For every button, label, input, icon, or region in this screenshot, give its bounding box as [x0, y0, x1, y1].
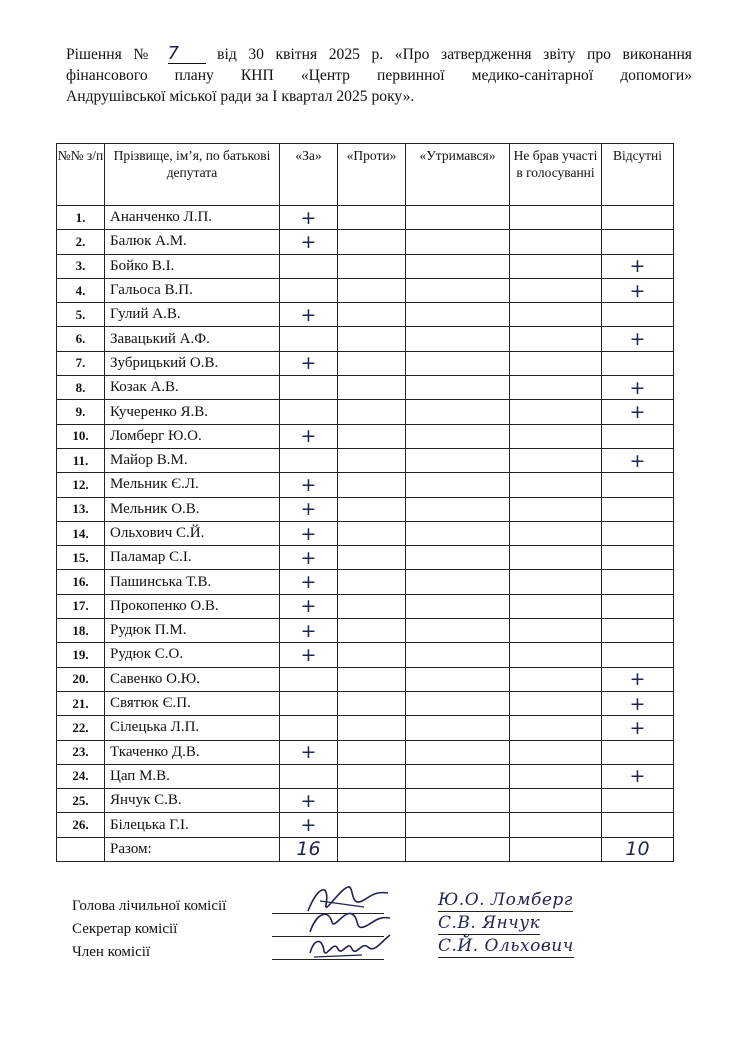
absent-mark [602, 789, 674, 813]
vote-against-mark [338, 813, 406, 837]
vote-abstain-mark [406, 206, 510, 230]
row-number: 12. [57, 473, 105, 497]
vote-abstain-mark [406, 230, 510, 254]
deputy-name: Савенко О.Ю. [105, 667, 280, 691]
vote-abstain-mark [406, 400, 510, 424]
deputy-name: Балюк А.М. [105, 230, 280, 254]
total-not-voted [510, 837, 602, 861]
row-number: 22. [57, 716, 105, 740]
table-row [57, 376, 674, 400]
commission-role: Секретар комісії [72, 921, 178, 937]
commission-member-name: С.В. Янчук [438, 913, 541, 933]
heading-line-1 [66, 44, 692, 65]
commission-role: Член комісії [72, 944, 151, 960]
not-voted-mark [510, 424, 602, 448]
absent-mark: + [602, 716, 674, 740]
row-number: 11. [57, 448, 105, 472]
vote-for-mark: + [280, 303, 338, 327]
deputy-name: Ананченко Л.П. [105, 206, 280, 230]
vote-abstain-mark [406, 740, 510, 764]
vote-for-mark: + [280, 643, 338, 667]
absent-mark [602, 546, 674, 570]
vote-abstain-mark [406, 546, 510, 570]
vote-for-mark: + [280, 594, 338, 618]
not-voted-mark [510, 716, 602, 740]
vote-for-mark: + [280, 424, 338, 448]
absent-mark [602, 303, 674, 327]
table-row [57, 813, 674, 837]
table-row [57, 278, 674, 302]
voting-table-header [57, 144, 674, 206]
vote-against-mark [338, 254, 406, 278]
total-for: 16 [280, 837, 338, 861]
deputy-name: Гулий А.В. [105, 303, 280, 327]
vote-abstain-mark [406, 643, 510, 667]
deputy-name: Бойко В.І. [105, 254, 280, 278]
vote-against-mark [338, 278, 406, 302]
absent-mark: + [602, 327, 674, 351]
absent-mark: + [602, 667, 674, 691]
not-voted-mark [510, 327, 602, 351]
absent-mark [602, 521, 674, 545]
vote-abstain-mark [406, 254, 510, 278]
absent-mark [602, 424, 674, 448]
deputy-name: Білецька Г.І. [105, 813, 280, 837]
col-name-header: Прізвище, ім’я, по батькові депутата [105, 144, 280, 206]
not-voted-mark [510, 643, 602, 667]
table-row [57, 254, 674, 278]
absent-mark: + [602, 400, 674, 424]
not-voted-mark [510, 278, 602, 302]
counting-commission [72, 890, 632, 964]
row-number: 24. [57, 764, 105, 788]
col-absent-header: Відсутні [602, 144, 674, 206]
vote-for-mark [280, 376, 338, 400]
table-row [57, 789, 674, 813]
row-number: 19. [57, 643, 105, 667]
vote-against-mark [338, 473, 406, 497]
vote-abstain-mark [406, 716, 510, 740]
vote-for-mark: + [280, 351, 338, 375]
vote-against-mark [338, 546, 406, 570]
total-abstain [406, 837, 510, 861]
deputy-name: Мельник О.В. [105, 497, 280, 521]
commission-member-name: Ю.О. Ломберг [438, 890, 573, 910]
vote-for-mark: + [280, 230, 338, 254]
row-number: 18. [57, 619, 105, 643]
absent-mark [602, 497, 674, 521]
vote-for-mark [280, 278, 338, 302]
absent-mark [602, 230, 674, 254]
table-row [57, 351, 674, 375]
vote-for-mark [280, 691, 338, 715]
row-number: 14. [57, 521, 105, 545]
table-row [57, 691, 674, 715]
vote-against-mark [338, 764, 406, 788]
vote-for-mark: + [280, 521, 338, 545]
table-row [57, 619, 674, 643]
deputy-name: Рудюк С.О. [105, 643, 280, 667]
table-row [57, 667, 674, 691]
deputy-name: Кучеренко Я.В. [105, 400, 280, 424]
not-voted-mark [510, 351, 602, 375]
not-voted-mark [510, 813, 602, 837]
vote-against-mark [338, 351, 406, 375]
deputy-name: Янчук С.В. [105, 789, 280, 813]
deputy-name: Гальоса В.П. [105, 278, 280, 302]
not-voted-mark [510, 376, 602, 400]
row-number: 6. [57, 327, 105, 351]
table-row [57, 546, 674, 570]
vote-abstain-mark [406, 813, 510, 837]
vote-for-mark [280, 667, 338, 691]
vote-against-mark [338, 448, 406, 472]
absent-mark [602, 351, 674, 375]
vote-for-mark [280, 764, 338, 788]
row-number: 4. [57, 278, 105, 302]
vote-for-mark [280, 716, 338, 740]
vote-abstain-mark [406, 303, 510, 327]
decision-number: 7 [168, 45, 206, 64]
vote-abstain-mark [406, 497, 510, 521]
table-row [57, 497, 674, 521]
not-voted-mark [510, 254, 602, 278]
vote-for-mark: + [280, 206, 338, 230]
vote-for-mark: + [280, 570, 338, 594]
col-for-header: «За» [280, 144, 338, 206]
vote-against-mark [338, 230, 406, 254]
vote-for-mark: + [280, 497, 338, 521]
vote-abstain-mark [406, 473, 510, 497]
vote-against-mark [338, 327, 406, 351]
row-number: 26. [57, 813, 105, 837]
row-number: 5. [57, 303, 105, 327]
not-voted-mark [510, 594, 602, 618]
total-absent: 10 [602, 837, 674, 861]
heading-line-3: Андрушівської міської ради за І квартал 2025 року». [66, 88, 415, 105]
absent-mark [602, 619, 674, 643]
handwritten-signature-icon [304, 927, 394, 963]
col-against-header: «Проти» [338, 144, 406, 206]
vote-against-mark [338, 376, 406, 400]
vote-abstain-mark [406, 691, 510, 715]
table-row [57, 521, 674, 545]
table-row [57, 740, 674, 764]
vote-abstain-mark [406, 521, 510, 545]
row-number: 20. [57, 667, 105, 691]
row-number: 15. [57, 546, 105, 570]
commission-role: Голова лічильної комісії [72, 898, 227, 914]
vote-for-mark: + [280, 473, 338, 497]
decision-heading [66, 44, 692, 107]
not-voted-mark [510, 448, 602, 472]
row-number: 7. [57, 351, 105, 375]
table-row [57, 643, 674, 667]
totals-row [57, 837, 674, 861]
table-row [57, 448, 674, 472]
vote-abstain-mark [406, 327, 510, 351]
vote-against-mark [338, 594, 406, 618]
total-against [338, 837, 406, 861]
vote-against-mark [338, 740, 406, 764]
vote-for-mark: + [280, 789, 338, 813]
vote-abstain-mark [406, 448, 510, 472]
not-voted-mark [510, 521, 602, 545]
voting-table [56, 143, 674, 862]
vote-against-mark [338, 619, 406, 643]
commission-member-name: С.Й. Ольхович [438, 936, 574, 956]
table-row [57, 327, 674, 351]
absent-mark [602, 594, 674, 618]
vote-abstain-mark [406, 278, 510, 302]
vote-for-mark: + [280, 546, 338, 570]
deputy-name: Паламар С.І. [105, 546, 280, 570]
deputy-name: Цап М.В. [105, 764, 280, 788]
table-row [57, 424, 674, 448]
absent-mark: + [602, 448, 674, 472]
vote-abstain-mark [406, 764, 510, 788]
not-voted-mark [510, 740, 602, 764]
deputy-name: Ткаченко Д.В. [105, 740, 280, 764]
not-voted-mark [510, 230, 602, 254]
vote-abstain-mark [406, 667, 510, 691]
not-voted-mark [510, 789, 602, 813]
vote-for-mark: + [280, 619, 338, 643]
deputy-name: Сілецька Л.П. [105, 716, 280, 740]
vote-abstain-mark [406, 424, 510, 448]
vote-abstain-mark [406, 619, 510, 643]
vote-against-mark [338, 303, 406, 327]
totals-label: Разом: [105, 837, 280, 861]
row-number: 10. [57, 424, 105, 448]
vote-against-mark [338, 400, 406, 424]
decision-label: Рішення № [66, 46, 156, 63]
deputy-name: Зубрицький О.В. [105, 351, 280, 375]
absent-mark: + [602, 254, 674, 278]
table-row [57, 716, 674, 740]
deputy-name: Ломберг Ю.О. [105, 424, 280, 448]
absent-mark [602, 473, 674, 497]
row-number: 3. [57, 254, 105, 278]
row-number: 17. [57, 594, 105, 618]
deputy-name: Прокопенко О.В. [105, 594, 280, 618]
not-voted-mark [510, 206, 602, 230]
deputy-name: Козак А.В. [105, 376, 280, 400]
row-number: 8. [57, 376, 105, 400]
vote-against-mark [338, 667, 406, 691]
not-voted-mark [510, 691, 602, 715]
row-number: 23. [57, 740, 105, 764]
row-number: 13. [57, 497, 105, 521]
deputy-name: Святюк Є.П. [105, 691, 280, 715]
row-number: 25. [57, 789, 105, 813]
absent-mark [602, 740, 674, 764]
col-number-header: №№ з/п [57, 144, 105, 206]
vote-against-mark [338, 206, 406, 230]
deputy-name: Майор В.М. [105, 448, 280, 472]
not-voted-mark [510, 570, 602, 594]
not-voted-mark [510, 473, 602, 497]
commission-row [72, 936, 632, 964]
vote-against-mark [338, 691, 406, 715]
not-voted-mark [510, 667, 602, 691]
vote-for-mark: + [280, 740, 338, 764]
vote-against-mark [338, 497, 406, 521]
vote-for-mark [280, 254, 338, 278]
row-number: 21. [57, 691, 105, 715]
col-abstain-header: «Утримався» [406, 144, 510, 206]
deputy-name: Мельник Є.Л. [105, 473, 280, 497]
decision-date-title: від 30 квітня 2025 р. «Про затвердження звіту про виконання [217, 46, 692, 63]
vote-for-mark [280, 448, 338, 472]
deputy-name: Завацький А.Ф. [105, 327, 280, 351]
heading-line-2: фінансового плану КНП «Центр первинної медико-санітарної допомоги» [66, 67, 692, 84]
totals-blank-cell [57, 837, 105, 861]
vote-for-mark [280, 327, 338, 351]
absent-mark [602, 813, 674, 837]
voting-table-body [57, 206, 674, 862]
deputy-name: Ольхович С.Й. [105, 521, 280, 545]
absent-mark [602, 643, 674, 667]
absent-mark: + [602, 691, 674, 715]
table-row [57, 303, 674, 327]
vote-against-mark [338, 643, 406, 667]
table-row [57, 400, 674, 424]
vote-abstain-mark [406, 789, 510, 813]
vote-abstain-mark [406, 570, 510, 594]
table-row [57, 230, 674, 254]
absent-mark: + [602, 376, 674, 400]
table-row [57, 570, 674, 594]
not-voted-mark [510, 764, 602, 788]
col-not-voted-header: Не брав участі в голосуванні [510, 144, 602, 206]
vote-for-mark: + [280, 813, 338, 837]
table-row [57, 594, 674, 618]
vote-against-mark [338, 570, 406, 594]
not-voted-mark [510, 400, 602, 424]
row-number: 9. [57, 400, 105, 424]
absent-mark: + [602, 278, 674, 302]
absent-mark [602, 206, 674, 230]
row-number: 2. [57, 230, 105, 254]
row-number: 16. [57, 570, 105, 594]
vote-for-mark [280, 400, 338, 424]
not-voted-mark [510, 619, 602, 643]
vote-against-mark [338, 789, 406, 813]
table-row [57, 206, 674, 230]
vote-against-mark [338, 716, 406, 740]
deputy-name: Пашинська Т.В. [105, 570, 280, 594]
vote-against-mark [338, 521, 406, 545]
absent-mark [602, 570, 674, 594]
vote-abstain-mark [406, 376, 510, 400]
vote-abstain-mark [406, 594, 510, 618]
absent-mark: + [602, 764, 674, 788]
vote-abstain-mark [406, 351, 510, 375]
row-number: 1. [57, 206, 105, 230]
table-row [57, 473, 674, 497]
not-voted-mark [510, 546, 602, 570]
not-voted-mark [510, 497, 602, 521]
deputy-name: Рудюк П.М. [105, 619, 280, 643]
vote-against-mark [338, 424, 406, 448]
table-row [57, 764, 674, 788]
not-voted-mark [510, 303, 602, 327]
